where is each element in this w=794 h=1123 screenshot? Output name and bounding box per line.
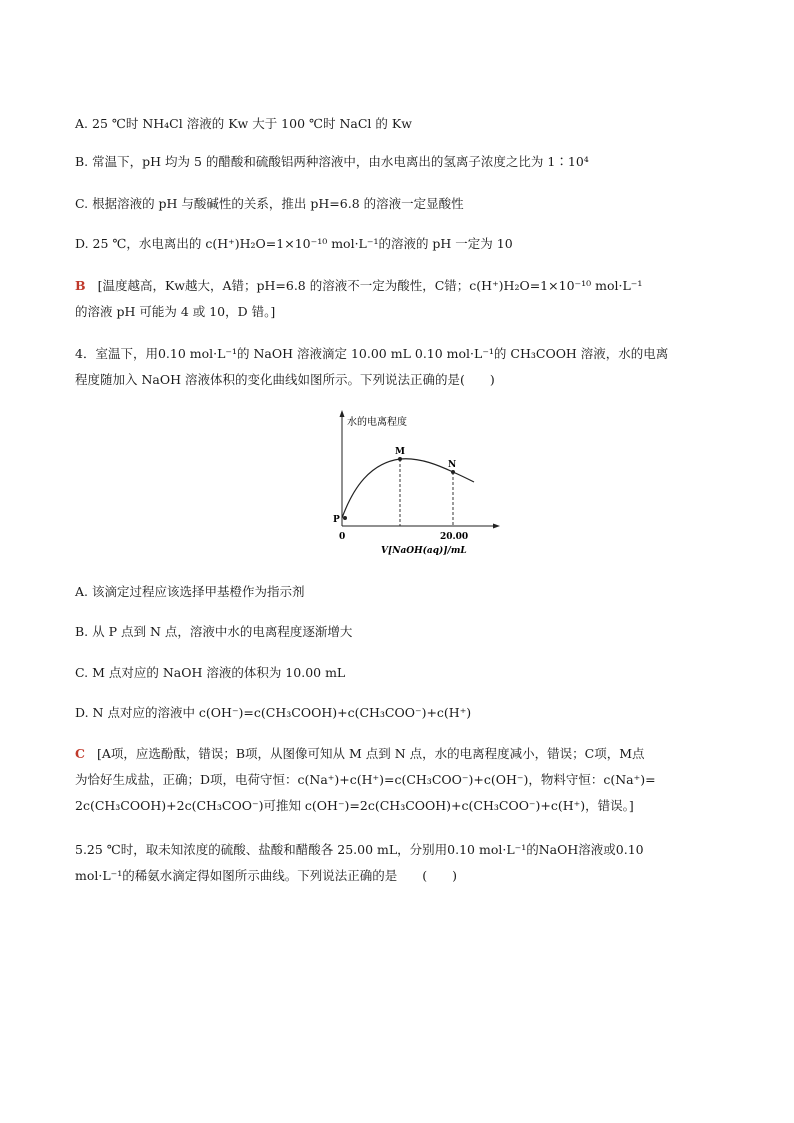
origin-label: 0 [339,532,346,542]
point-n [451,470,455,474]
q5-stem-line1: 5.25 ℃时，取未知浓度的硫酸、盐酸和醋酸各 25.00 mL，分别用0.10 mol·L⁻¹的NaOH溶液或0.10 [75,842,644,857]
option-a-prev: A. 25 ℃时 NH₄Cl 溶液的 Kw 大于 100 ℃时 NaCl 的 Kw [75,116,412,131]
answer-q4-line1: C [A项，应选酚酞，错误；B项，从图像可知从 M 点到 N 点，水的电离程度减小，错误；C项，M点 [75,746,645,761]
label-n: N [448,460,457,470]
q4-stem-line2: 程度随加入 NaOH 溶液体积的变化曲线如图所示。下列说法正确的是( ) [75,372,495,387]
x-axis-label: V[NaOH(aq)]/mL [381,546,467,556]
point-m [398,457,402,461]
point-p [343,516,347,520]
q5-stem-line2: mol·L⁻¹的稀氨水滴定得如图所示曲线。下列说法正确的是 ( ) [75,868,458,883]
answer-prev-line2: 的溶液 pH 可能为 4 或 10，D 错。] [75,304,276,319]
y-axis-label: 水的电离程度 [347,417,407,428]
answer-q4-line3: 2c(CH₃COOH)+2c(CH₃COO⁻)可推知 c(OH⁻)=2c(CH₃COOH)+c(CH₃COO⁻)+c(H⁺)，错误。] [75,798,634,813]
answer-letter: B [75,278,86,293]
option-c-q4: C. M 点对应的 NaOH 溶液的体积为 10.00 mL [75,665,346,680]
y-axis-arrow-icon [340,410,345,417]
x-axis-arrow-icon [493,524,500,529]
ionization-curve-figure [325,408,505,558]
answer-q4-line2: 为恰好生成盐，正确；D项，电荷守恒：c(Na⁺)+c(H⁺)=c(CH₃COO⁻)+c(OH⁻)，物料守恒：c(Na⁺)= [75,772,656,787]
option-a-q4: A. 该滴定过程应该选择甲基橙作为指示剂 [75,584,305,599]
q4-stem-line1: 4．室温下，用0.10 mol·L⁻¹的 NaOH 溶液滴定 10.00 mL 0.10 mol·L⁻¹的 CH₃COOH 溶液，水的电离 [75,346,669,361]
option-c-prev: C. 根据溶液的 pH 与酸碱性的关系，推出 pH=6.8 的溶液一定显酸性 [75,196,464,211]
tick-label: 20.00 [440,532,469,542]
label-p: P [333,515,340,525]
option-b-prev: B. 常温下，pH 均为 5 的醋酸和硫酸铝两种溶液中，由水电离出的氢离子浓度之比为 1∶10⁴ [75,154,589,169]
label-m: M [395,447,405,457]
answer-prev-line1: B [温度越高，Kw越大，A错；pH=6.8 的溶液不一定为酸性，C错；c(H⁺)H₂O=1×10⁻¹⁰ mol·L⁻¹ [75,278,643,293]
option-b-q4: B. 从 P 点到 N 点，溶液中水的电离程度逐渐增大 [75,624,353,639]
option-d-prev: D. 25 ℃，水电离出的 c(H⁺)H₂O=1×10⁻¹⁰ mol·L⁻¹的溶液的 pH 一定为 10 [75,236,513,251]
option-d-q4: D. N 点对应的溶液中 c(OH⁻)=c(CH₃COOH)+c(CH₃COO⁻)+c(H⁺) [75,705,472,720]
answer-letter-q4: C [75,746,85,761]
